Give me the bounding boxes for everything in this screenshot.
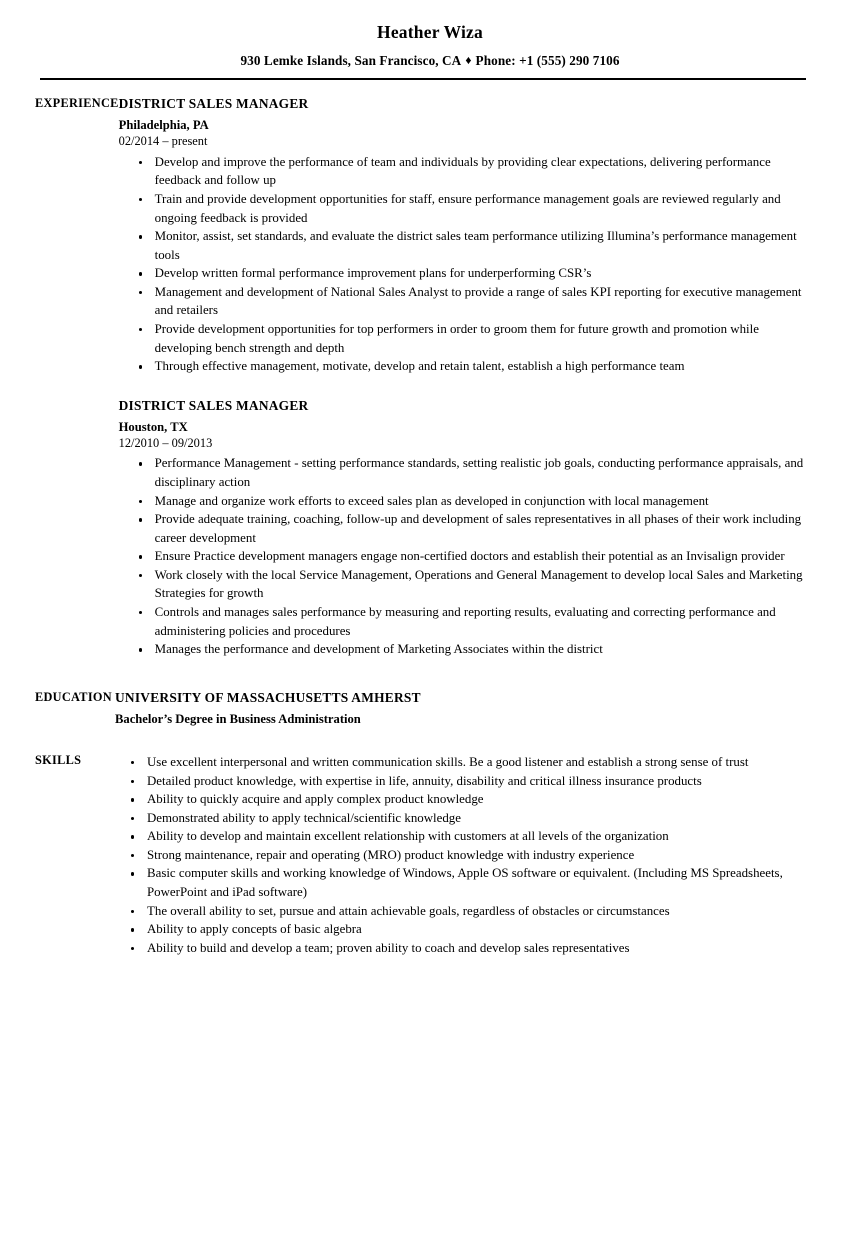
resume-header: [0, 0, 860, 80]
job-bullet-list: [119, 454, 808, 658]
bullet-item: The overall ability to set, pursue and attain achievable goals, regardless of obstacles or circumstances: [127, 902, 808, 921]
job-entry: [119, 398, 808, 659]
job-location: Philadelphia, PA: [118, 118, 209, 133]
bullet-item: Basic computer skills and working knowledge of Windows, Apple OS software or equivalent. (Including MS Spreadsheets, PowerPoint and iPad software): [127, 864, 808, 901]
bullet-item: Through effective management, motivate, develop and retain talent, establish a high performance team: [135, 357, 808, 376]
bullet-item: Ability to build and develop a team; proven ability to coach and develop sales representatives: [127, 939, 808, 958]
job-title: DISTRICT SALES MANAGER: [118, 96, 309, 112]
bullet-item: Train and provide development opportunities for staff, ensure performance management goals are reviewed regularly and ongoing feedback is provided: [135, 190, 808, 227]
bullet-item: Monitor, assist, set standards, and evaluate the district sales team performance utilizing Illumina’s performance management tools: [135, 227, 808, 264]
experience-section: [0, 96, 860, 659]
bullet-item: Ability to develop and maintain excellent relationship with customers at all levels of the organization: [127, 827, 808, 846]
bullet-item: Manage and organize work efforts to exceed sales plan as developed in conjunction with local management: [135, 492, 808, 511]
bullet-item: Performance Management - setting performance standards, setting realistic job goals, conducting performance appraisals, and disciplinary action: [135, 454, 808, 491]
bullet-item: Controls and manages sales performance by measuring and reporting results, evaluating and correcting performance and administering policies and procedures: [135, 603, 808, 640]
bullet-item: Detailed product knowledge, with expertise in life, annuity, disability and critical illness insurance products: [127, 772, 808, 791]
job-dates: 02/2014 – present: [118, 134, 208, 149]
skills-section: [0, 753, 860, 957]
experience-body: [119, 96, 860, 659]
section-label-education: EDUCATION: [35, 689, 112, 704]
bullet-item: Ability to apply concepts of basic algebra: [127, 920, 808, 939]
job-bullet-list: [119, 153, 808, 376]
job-location: Houston, TX: [118, 419, 188, 434]
job-title: DISTRICT SALES MANAGER: [118, 397, 309, 413]
candidate-name: Heather Wiza: [377, 22, 483, 42]
education-degree: Bachelor’s Degree in Business Administration: [115, 711, 361, 726]
diamond-separator-icon: ♦: [465, 53, 472, 68]
bullet-item: Manages the performance and development of Marketing Associates within the district: [135, 640, 808, 659]
skills-bullet-list: [115, 753, 808, 957]
bullet-item: Develop written formal performance improvement plans for underperforming CSR’s: [135, 264, 808, 283]
contact-line: [0, 53, 860, 69]
bullet-item: Demonstrated ability to apply technical/scientific knowledge: [127, 809, 808, 828]
job-entry: [119, 96, 808, 376]
candidate-phone: Phone: +1 (555) 290 7106: [475, 53, 620, 69]
bullet-item: Management and development of National Sales Analyst to provide a range of sales KPI reporting for executive management and retailers: [135, 283, 808, 320]
section-label-experience: EXPERIENCE: [35, 96, 119, 111]
bullet-item: Work closely with the local Service Management, Operations and General Management to develop local Sales and Marketing Strategies for growth: [135, 566, 808, 603]
education-section: [0, 690, 860, 727]
header-divider: [40, 78, 806, 80]
bullet-item: Strong maintenance, repair and operating (MRO) product knowledge with industry experience: [127, 846, 808, 865]
bullet-item: Ability to quickly acquire and apply complex product knowledge: [127, 790, 808, 809]
education-school: UNIVERSITY OF MASSACHUSETTS AMHERST: [115, 689, 421, 705]
section-label-skills: SKILLS: [35, 752, 82, 767]
bullet-item: Provide adequate training, coaching, follow-up and development of sales representatives in all phases of their work including career development: [135, 510, 808, 547]
skills-body: [115, 753, 860, 957]
bullet-item: Ensure Practice development managers engage non-certified doctors and establish their potential as an Invisalign provider: [135, 547, 808, 566]
bullet-item: Develop and improve the performance of team and individuals by providing clear expectations, delivering performance feedback and follow up: [135, 153, 808, 190]
bullet-item: Use excellent interpersonal and written communication skills. Be a good listener and establish a strong sense of trust: [127, 753, 808, 772]
education-body: [115, 690, 860, 727]
candidate-address: 930 Lemke Islands, San Francisco, CA: [240, 53, 462, 69]
job-dates: 12/2010 – 09/2013: [118, 435, 213, 450]
bullet-item: Provide development opportunities for top performers in order to groom them for future growth and promotion while developing bench strength and depth: [135, 320, 808, 357]
